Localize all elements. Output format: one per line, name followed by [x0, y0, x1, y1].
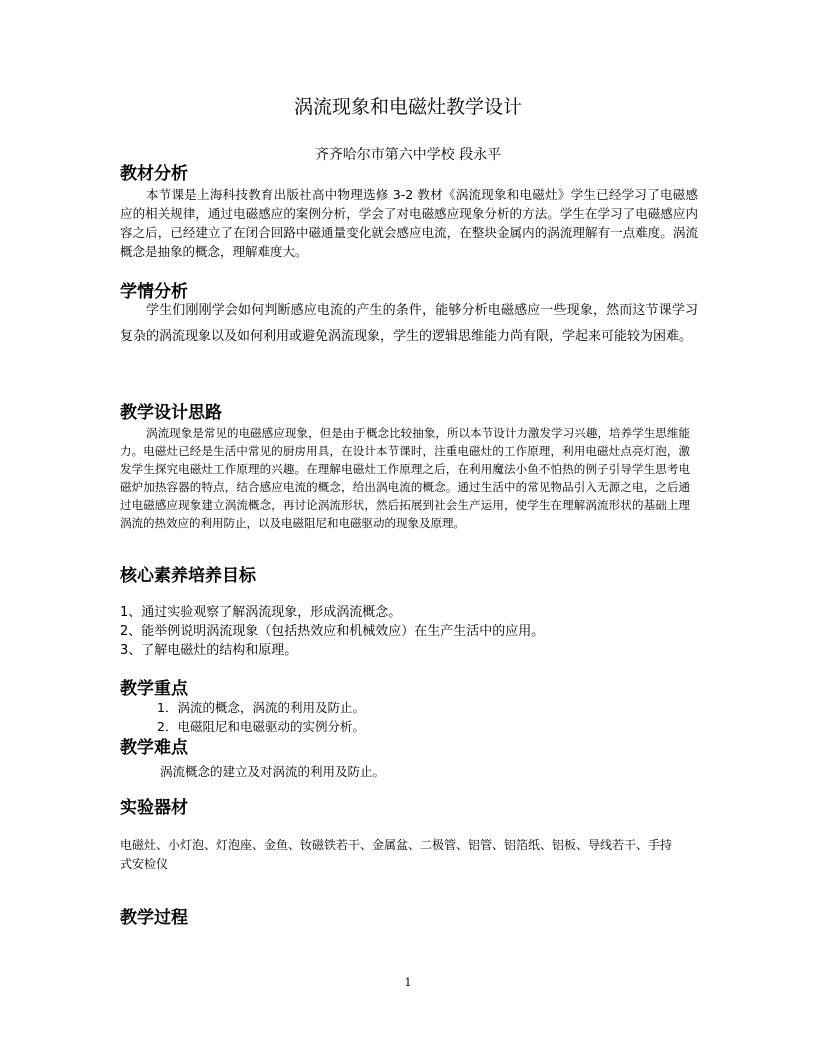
heading-core-goals: 核心素养培养目标	[120, 566, 256, 586]
list-item: 2、能举例说明涡流现象（包括热效应和机械效应）在生产生活中的应用。	[120, 624, 545, 639]
heading-equipment: 实验器材	[120, 798, 188, 818]
heading-difficulties: 教学难点	[120, 738, 188, 758]
author-line: 齐齐哈尔市第六中学校 段永平	[314, 147, 502, 163]
list-item: 3、了解电磁灶的结构和原理。	[120, 643, 298, 658]
heading-design-ideas: 教学设计思路	[120, 403, 222, 423]
list-item: 2．电磁阻尼和电磁驱动的实例分析。	[157, 719, 365, 734]
heading-process: 教学过程	[120, 908, 188, 928]
paragraph-equipment: 电磁灶、小灯泡、灯泡座、金鱼、钕磁铁若干、金属盆、二极管、铝管、铝箔纸、铝板、导线若干、手持式安检仪	[120, 838, 673, 871]
paragraph-materials-analysis: 本节课是上海科技教育出版社高中物理选修 3-2 教材《涡流现象和电磁灶》学生已经学习了电磁感应的相关规律，通过电磁感应的案例分析，学会了对电磁感应现象分析的方法。学生在学习了电磁感应内容之后，已经建立了在闭合回路中磁通量变化就会感应电流，在整块金属内的涡流理解有一点难度。涡流概念是抽象的概念，理解难度大。	[120, 187, 698, 259]
heading-key-points: 教学重点	[120, 679, 188, 699]
list-item: 1．涡流的概念，涡流的利用及防止。	[157, 700, 365, 715]
page-number: 1	[404, 976, 412, 989]
paragraph-difficulties: 涡流概念的建立及对涡流的利用及防止。	[160, 764, 386, 779]
heading-materials-analysis: 教材分析	[120, 164, 188, 184]
heading-student-analysis: 学情分析	[120, 282, 188, 302]
document-title: 涡流现象和电磁灶教学设计	[293, 96, 522, 118]
list-item: 1、通过实验观察了解涡流现象，形成涡流概念。	[120, 605, 402, 620]
paragraph-design-ideas: 涡流现象是常见的电磁感应现象，但是由于概念比较抽象，所以本节设计力激发学习兴趣，培养学生思维能力。电磁灶已经是生活中常见的厨房用具，在设计本节课时，注重电磁灶的工作原理，利用电磁灶点亮灯泡，激发学生探究电磁灶工作原理的兴趣。在理解电磁灶工作原理之后，在利用魔法小鱼不怕热的例子引导学生思考电磁炉加热容器的特点，结合感应电流的概念，给出涡电流的概念。通过生活中的常见物品引入无源之电，之后通过电磁感应现象建立涡流概念，再讨论涡流形状，然后拓展到社会生产运用，使学生在理解涡流形状的基础上理涡流的热效应的利用防止，以及电磁阻尼和电磁驱动的现象及原理。	[120, 426, 690, 530]
paragraph-student-analysis: 学生们刚刚学会如何判断感应电流的产生的条件，能够分析电磁感应一些现象，然而这节课学习复杂的涡流现象以及如何利用或避免涡流现象，学生的逻辑思维能力尚有限，学起来可能较为困难。	[120, 303, 698, 344]
